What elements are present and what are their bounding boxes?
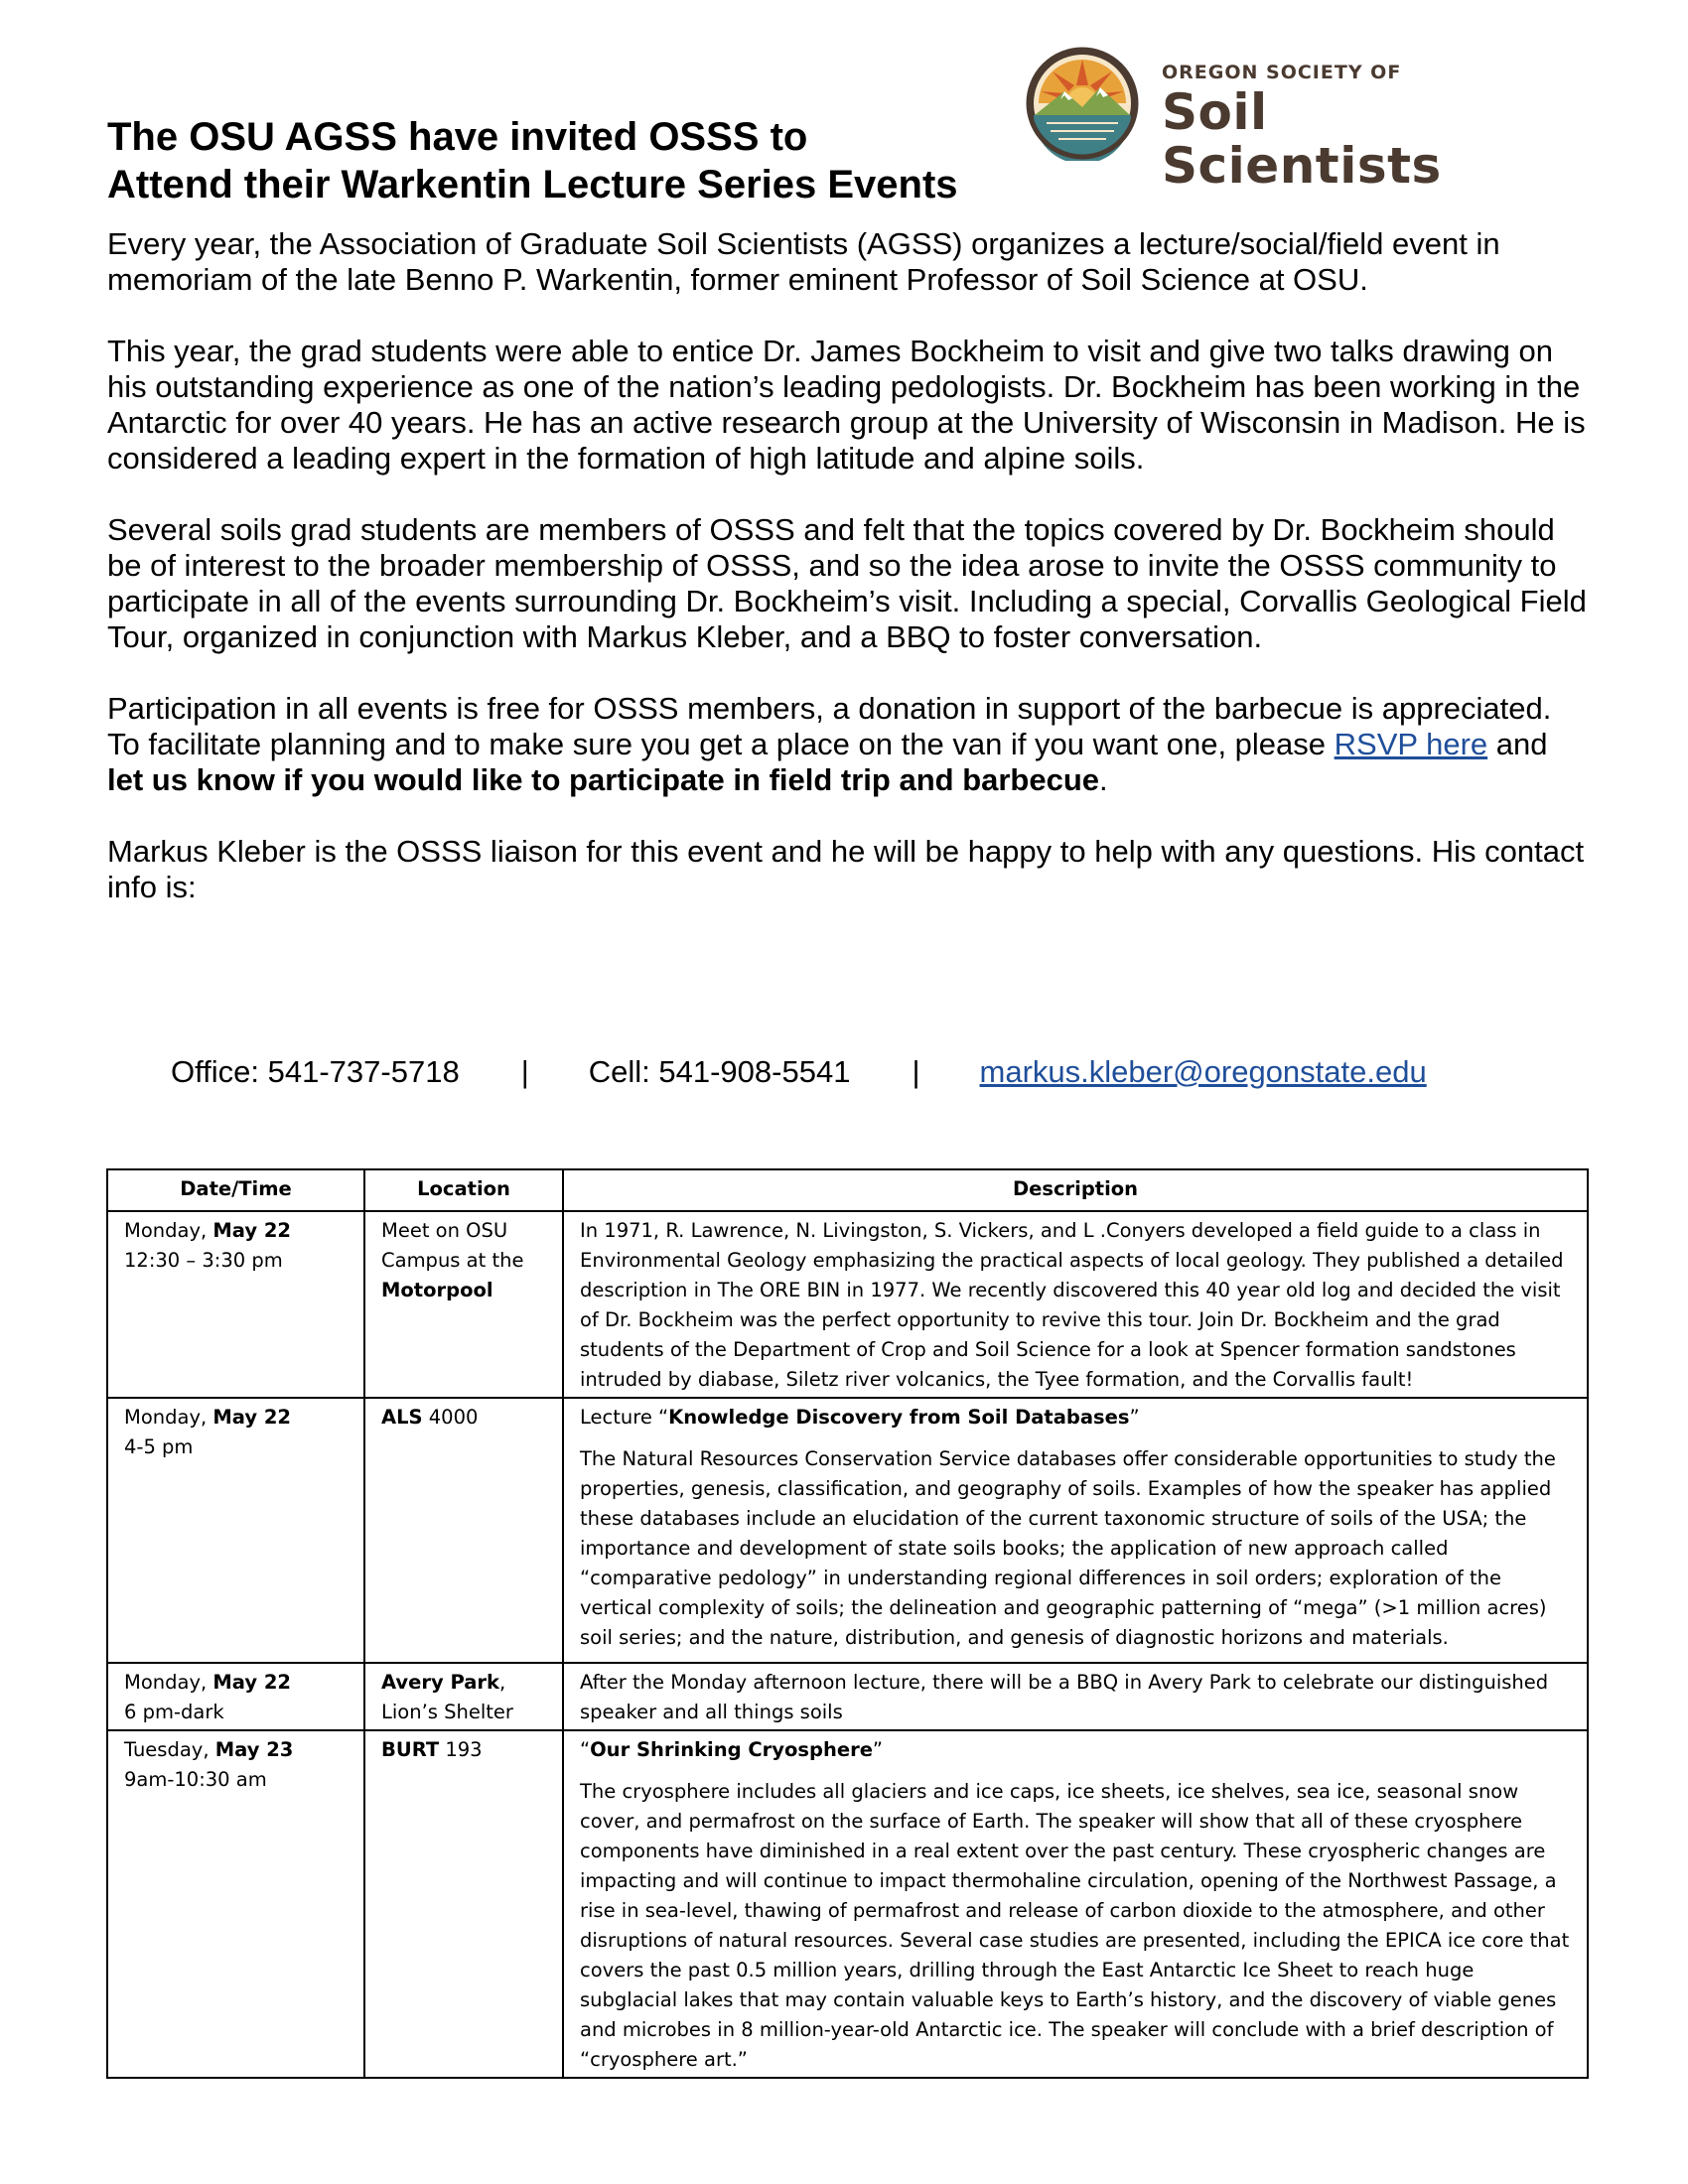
time-text: 12:30 – 3:30 pm — [124, 1249, 283, 1272]
header-description: Description — [563, 1169, 1588, 1211]
lecture-title-text: Knowledge Discovery from Soil Databases — [668, 1406, 1130, 1429]
rsvp-text-c: . — [1099, 762, 1108, 797]
lecture-title-suffix: ” — [872, 1738, 884, 1761]
email-link[interactable]: markus.kleber@oregonstate.edu — [979, 1054, 1427, 1089]
date-text: May 22 — [212, 1219, 291, 1242]
contact-line — [171, 1054, 1427, 1090]
lecture-title — [580, 1403, 1571, 1433]
contact-separator: | — [912, 1054, 920, 1089]
date-cell — [107, 1730, 364, 2078]
lecture-title-text: Our Shrinking Cryosphere — [590, 1738, 873, 1761]
time-text: 9am-10:30 am — [124, 1768, 267, 1791]
date-text: May 22 — [212, 1671, 291, 1694]
description-text: The Natural Resources Conservation Service databases offer considerable opportunities to study the properties, genesis, classification, and geography of soils. Examples of how the speaker has applied these databases include an elucidation of the current taxonomic structure of soils of the USA; the importance and development of state soils books; the application of new approach called “comparative pedology” in understanding regional differences in soil orders; exploration of the vertical complexity of soils; the delineation and geographic patterning of “mega” (>1 million acres) soil series; and the nature, distribution, and genesis of diagnostic horizons and materials. — [580, 1447, 1556, 1649]
time-text: 4-5 pm — [124, 1435, 194, 1458]
location-text: 193 — [439, 1738, 483, 1761]
table-row — [107, 1211, 1588, 1398]
paragraph-intro: Every year, the Association of Graduate Soil Scientists (AGSS) organizes a lecture/social/field event in memoriam of the late Benno P. Warkentin, former eminent Professor of Soil Science at OSU. — [107, 226, 1500, 297]
date-text: May 22 — [212, 1406, 291, 1429]
date-cell — [107, 1211, 364, 1398]
paragraph-liaison: Markus Kleber is the OSSS liaison for this event and he will be happy to help with any questions. His contact info is: — [107, 834, 1585, 904]
mountain-sun-logo-icon — [1025, 46, 1140, 161]
logo-org-name: Soil Scientists — [1162, 83, 1442, 195]
location-text: , Lion’s Shelter — [381, 1671, 513, 1723]
paragraph-speaker: This year, the grad students were able to entice Dr. James Bockheim to visit and give two talks drawing on his outstanding experience as one of the nation’s leading pedologists. Dr. Bockheim has been working in the Antarctic for over 40 years. He has an active research group at the University of Wisconsin in Madison. He is considered a leading expert in the formation of high latitude and alpine soils. — [107, 334, 1586, 476]
lecture-title-suffix: ” — [1129, 1406, 1140, 1429]
rsvp-link[interactable]: RSVP here — [1334, 727, 1488, 761]
office-phone: Office: 541-737-5718 — [171, 1054, 460, 1089]
location-text: 4000 — [422, 1406, 479, 1429]
rsvp-text-b: and — [1487, 727, 1548, 761]
description-text: In 1971, R. Lawrence, N. Livingston, S. Vickers, and L .Conyers developed a field guide to a class in Environmental Geology emphasizing the practical aspects of local geology. They published a detailed description in The ORE BIN in 1977. We recently discovered this 40 year old log and decided the visit of Dr. Bockheim was the perfect opportunity to revive this tour. Join Dr. Bockheim and the grad students of the Department of Crop and Soil Science for a look at Spencer formation sandstones intruded by diabase, Siletz river volcanics, the Tyee formation, and the Corvallis fault! — [580, 1219, 1564, 1391]
description-cell — [563, 1730, 1588, 2078]
location-cell — [364, 1211, 563, 1398]
location-cell — [364, 1398, 563, 1663]
table-row — [107, 1398, 1588, 1663]
description-cell — [563, 1663, 1588, 1730]
rsvp-bold-text: let us know if you would like to participate in field trip and barbecue — [107, 762, 1100, 797]
day-text: Monday, — [124, 1406, 213, 1429]
title-line-2: Attend their Warkentin Lecture Series Events — [107, 163, 958, 206]
body-text — [107, 226, 1587, 941]
rsvp-text-a: Participation in all events is free for OSSS members, a donation in support of the barbecue is appreciated. To facilitate planning and to make sure you get a place on the van if you want one, please — [107, 691, 1552, 761]
table-row — [107, 1730, 1588, 2078]
table-header-row — [107, 1169, 1588, 1211]
cell-phone: Cell: 541-908-5541 — [588, 1054, 851, 1089]
location-text: Meet on OSU Campus at the — [381, 1219, 524, 1272]
table-row — [107, 1663, 1588, 1730]
location-bold-text: Motorpool — [381, 1279, 493, 1301]
day-text: Tuesday, — [124, 1738, 215, 1761]
lecture-title — [580, 1735, 1571, 1765]
header-date-time: Date/Time — [107, 1169, 364, 1211]
description-text: The cryosphere includes all glaciers and ice caps, ice sheets, ice shelves, sea ice, seasonal snow cover, and permafrost on the surface of Earth. The speaker will show that all of these cryosphere components have diminished in a real extent over the past century. These cryospheric changes are impacting and will continue to impact thermohaline circulation, opening of the Northwest Passage, a rise in sea-level, thawing of permafrost and release of carbon dioxide to the atmosphere, and other disruptions of natural resources. Several case studies are presented, including the EPICA ice core that covers the past 0.5 million years, drilling through the East Antarctic Ice Sheet to reach huge subglacial lakes that may contain valuable keys to Earth’s history, and the discovery of viable genes and microbes in 8 million-year-old Antarctic ice. The speaker will conclude with a brief description of “cryosphere art.” — [580, 1780, 1570, 2071]
paragraph-rsvp — [107, 691, 1587, 798]
lecture-title-prefix: Lecture “ — [580, 1406, 669, 1429]
contact-separator: | — [520, 1054, 529, 1089]
description-cell — [563, 1211, 1588, 1398]
time-text: 6 pm-dark — [124, 1701, 224, 1723]
description-cell — [563, 1398, 1588, 1663]
title-line-1: The OSU AGSS have invited OSSS to — [107, 115, 808, 159]
date-text: May 23 — [214, 1738, 294, 1761]
description-text: After the Monday afternoon lecture, there will be a BBQ in Avery Park to celebrate our distinguished speaker and all things soils — [580, 1671, 1549, 1723]
day-text: Monday, — [124, 1671, 213, 1694]
location-bold-text: Avery Park — [381, 1671, 499, 1694]
logo-text — [1162, 62, 1561, 193]
date-cell — [107, 1398, 364, 1663]
events-table — [106, 1168, 1589, 2079]
paragraph-invitation: Several soils grad students are members of OSSS and felt that the topics covered by Dr. Bockheim should be of interest to the broader membership of OSSS, and so the idea arose to invite the OSSS community to participate in all of the events surrounding Dr. Bockheim’s visit. Including a special, Corvallis Geological Field Tour, organized in conjunction with Markus Kleber, and a BBQ to foster conversation. — [107, 512, 1587, 654]
date-cell — [107, 1663, 364, 1730]
day-text: Monday, — [124, 1219, 213, 1242]
location-cell — [364, 1663, 563, 1730]
osss-logo — [1025, 46, 1561, 195]
location-cell — [364, 1730, 563, 2078]
location-bold-text: BURT — [381, 1738, 440, 1761]
location-bold-text: ALS — [381, 1406, 423, 1429]
logo-org-line: OREGON SOCIETY OF — [1162, 62, 1402, 83]
lecture-title-prefix: “ — [580, 1738, 591, 1761]
header-location: Location — [364, 1169, 563, 1211]
page-title — [107, 113, 958, 208]
